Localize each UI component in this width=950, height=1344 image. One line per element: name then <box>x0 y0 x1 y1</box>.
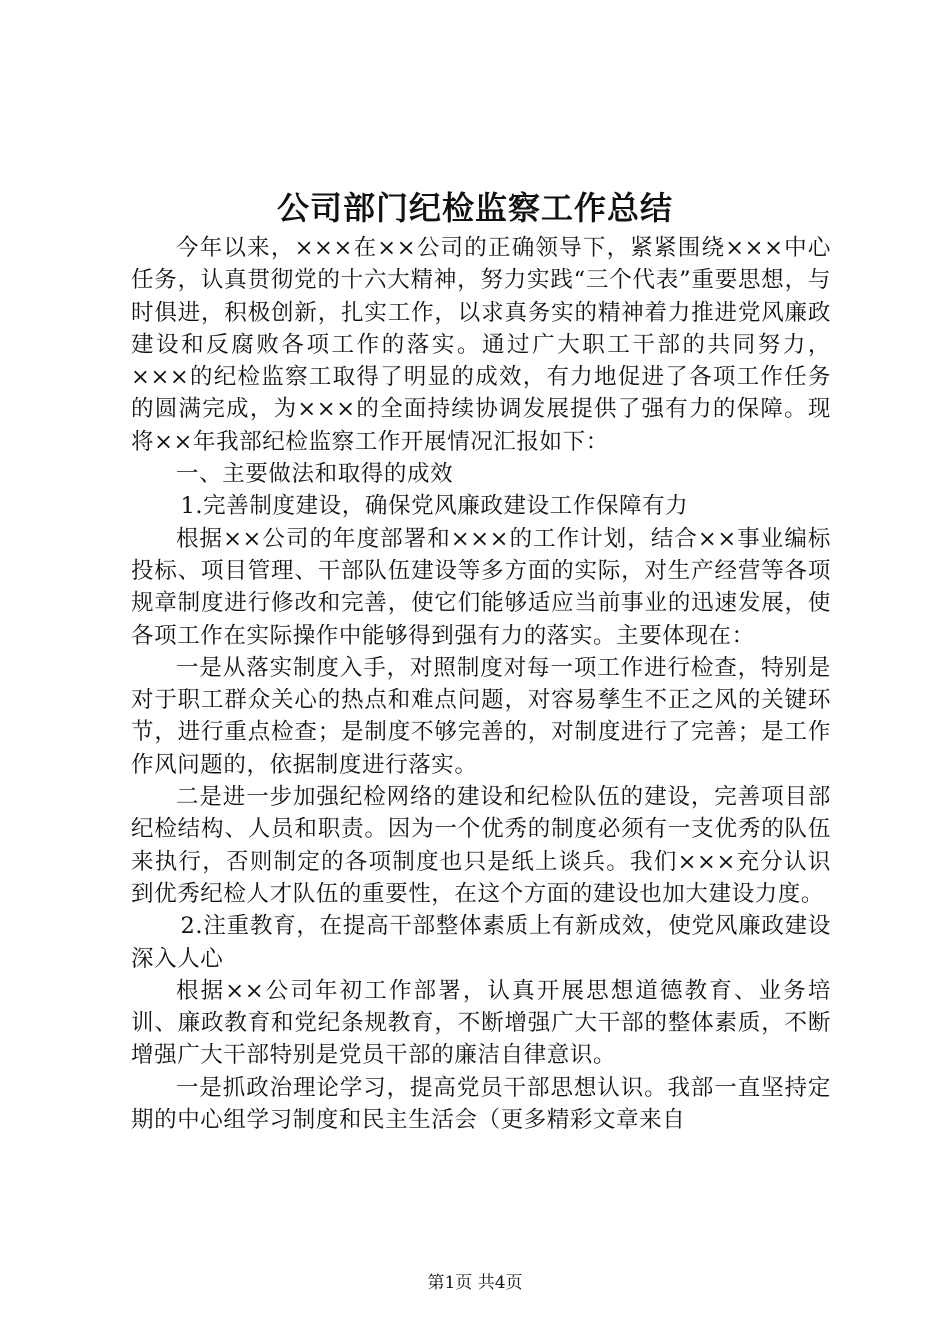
page-number-footer: 第1页 共4页 <box>427 1273 523 1293</box>
subsection-heading: 1.完善制度建设，确保党风廉政建设工作保障有力 <box>180 493 689 520</box>
paragraph: 今年以来，×××在××公司的正确领导下，紧紧围绕×××中心任务，认真贯彻党的十六大精神，努力实践“三个代表”重要思想，与时俱进，积极创新，扎实工作，以求真务实的精神着力推进党风廉政建设和反腐败各项工作的落实。通过广大职工干部的共同努力，×××的纪检监察工取得了明显的成效，有力地促进了各项工作任务的圆满完成，为×××的全面持续协调发展提供了强有力的保障。现将××年我部纪检监察工作开展情况汇报如下： <box>131 235 831 455</box>
section-heading: 一、主要做法和取得的成效 <box>176 461 454 488</box>
document-title: 公司部门纪检监察工作总结 <box>276 189 673 227</box>
paragraph: 根据××公司的年度部署和×××的工作计划，结合××事业编标投标、项目管理、干部队伍建设等多方面的实际，对生产经营等各项规章制度进行修改和完善，使它们能够适应当前事业的迅速发展，使各项工作在实际操作中能够得到强有力的落实。主要体现在： <box>131 525 831 649</box>
paragraph: 二是进一步加强纪检网络的建设和纪检队伍的建设，完善项目部纪检结构、人员和职责。因为一个优秀的制度必须有一支优秀的队伍来执行，否则制定的各项制度也只是纸上谈兵。我们×××充分认识到优秀纪检人才队伍的重要性，在这个方面的建设也加大建设力度。 <box>131 784 831 907</box>
document-body <box>131 232 831 1136</box>
subsection-heading: 2.注重教育，在提高干部整体素质上有新成效，使党风廉政建设深入人心 <box>131 913 831 972</box>
paragraph: 一是从落实制度入手，对照制度对每一项工作进行检查，特别是对于职工群众关心的热点和难点问题，对容易孳生不正之风的关键环节，进行重点检查；是制度不够完善的，对制度进行了完善；是工作作风问题的，依据制度进行落实。 <box>131 654 831 778</box>
paragraph: 根据××公司年初工作部署，认真开展思想道德教育、业务培训、廉政教育和党纪条规教育，不断增强广大干部的整体素质，不断增强广大干部特别是党员干部的廉洁自律意识。 <box>131 977 831 1069</box>
paragraph: 一是抓政治理论学习，提高党员干部思想认识。我部一直坚持定期的中心组学习制度和民主生活会（更多精彩文章来自 <box>131 1074 831 1134</box>
